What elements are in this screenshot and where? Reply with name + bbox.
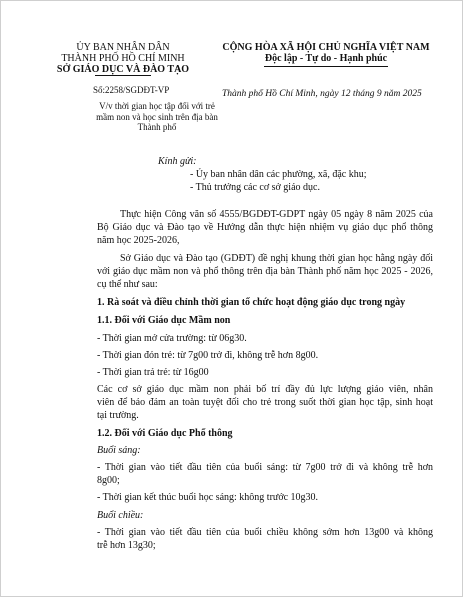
preschool-note-line: tại trường.: [97, 410, 139, 421]
preschool-note-line: Các cơ sở giáo dục mầm non phải bố trí đầy đủ lực lượng giáo viên, nhân: [97, 384, 433, 395]
national-header: [214, 42, 438, 64]
document-number: Số:2258/SGDĐT-VP: [93, 85, 170, 95]
preschool-item: - Thời gian mở cửa trường: từ 06g30.: [97, 333, 247, 344]
national-title: CỘNG HÒA XÃ HỘI CHỦ NGHĨA VIỆT NAM: [222, 42, 430, 53]
morning-item-line: - Thời gian vào tiết đầu tiên của buổi sáng: từ 7g00 trở đi và không trễ hơn: [97, 462, 433, 473]
intro-line: Bộ Giáo dục và Đào tạo về Hướng dẫn thực hiện nhiệm vụ giáo dục phổ thông: [97, 222, 433, 233]
motto-underline: [264, 66, 388, 67]
national-motto: Độc lập - Tự do - Hạnh phúc: [264, 53, 388, 64]
afternoon-item-line: trễ hơn 13g30;: [97, 540, 156, 551]
recipient-item: - Ủy ban nhân dân các phường, xã, đặc khu;: [190, 169, 367, 180]
document-subject: V/v thời gian học tập đối với trẻ mầm non và học sinh trên địa bàn Thành phố: [96, 101, 218, 132]
document-number-value: 2258: [105, 85, 124, 95]
section-1-2-title: 1.2. Đối với Giáo dục Phổ thông: [97, 428, 233, 439]
issuer-line-3: SỞ GIÁO DỤC VÀ ĐÀO TẠO: [56, 64, 190, 75]
date-month: 9: [376, 89, 382, 99]
dateline: Thành phố Hồ Chí Minh, ngày 12 tháng 9 năm 2025: [222, 89, 422, 99]
para2-line: cụ thể như sau:: [97, 279, 158, 290]
issuer-line-1: ỦY BAN NHÂN DÂN: [76, 42, 170, 53]
section-1-1-title: 1.1. Đối với Giáo dục Mầm non: [97, 315, 231, 326]
preschool-note-line: viên để bảo đảm an toàn tuyệt đối cho trẻ trong suốt thời gian học tập, sinh hoạt: [97, 397, 433, 408]
morning-item: - Thời gian kết thúc buổi học sáng: không trước 10g30.: [97, 492, 319, 503]
morning-item-line: 8g00;: [97, 475, 120, 486]
issuer-underline: [95, 75, 151, 76]
morning-label: Buổi sáng:: [97, 445, 141, 456]
afternoon-label: Buổi chiều:: [97, 510, 144, 521]
preschool-item: - Thời gian trả trẻ: từ 16g00: [97, 367, 209, 378]
recipient-item: - Thủ trưởng các cơ sở giáo dục.: [190, 182, 320, 193]
recipients-label: Kính gửi:: [158, 156, 197, 167]
para2-line: với giáo dục mầm non và phổ thông trên địa bàn Thành phố năm học 2025 - 2026,: [97, 266, 433, 277]
para2-line: Sở Giáo dục và Đào tạo (GDĐT) đề nghị khung thời gian học hằng ngày đối: [120, 253, 433, 264]
preschool-item: - Thời gian đón trẻ: từ 7g00 trở đi, không trễ hơn 8g00.: [97, 350, 319, 361]
section-1-title: 1. Rà soát và điều chỉnh thời gian tổ chức hoạt động giáo dục trong ngày: [97, 297, 406, 308]
issuer-line-2: THÀNH PHỐ HỒ CHÍ MINH: [61, 53, 185, 64]
afternoon-item-line: - Thời gian vào tiết đầu tiên của buổi chiều không sớm hơn 13g00 và không: [97, 527, 433, 538]
intro-line: Thực hiện Công văn số 4555/BGDĐT-GDPT ngày 05 ngày 8 năm 2025 của: [120, 209, 433, 220]
date-day: 12: [341, 89, 351, 99]
issuer-header: [40, 42, 206, 75]
intro-line: năm học 2025-2026,: [97, 235, 180, 246]
